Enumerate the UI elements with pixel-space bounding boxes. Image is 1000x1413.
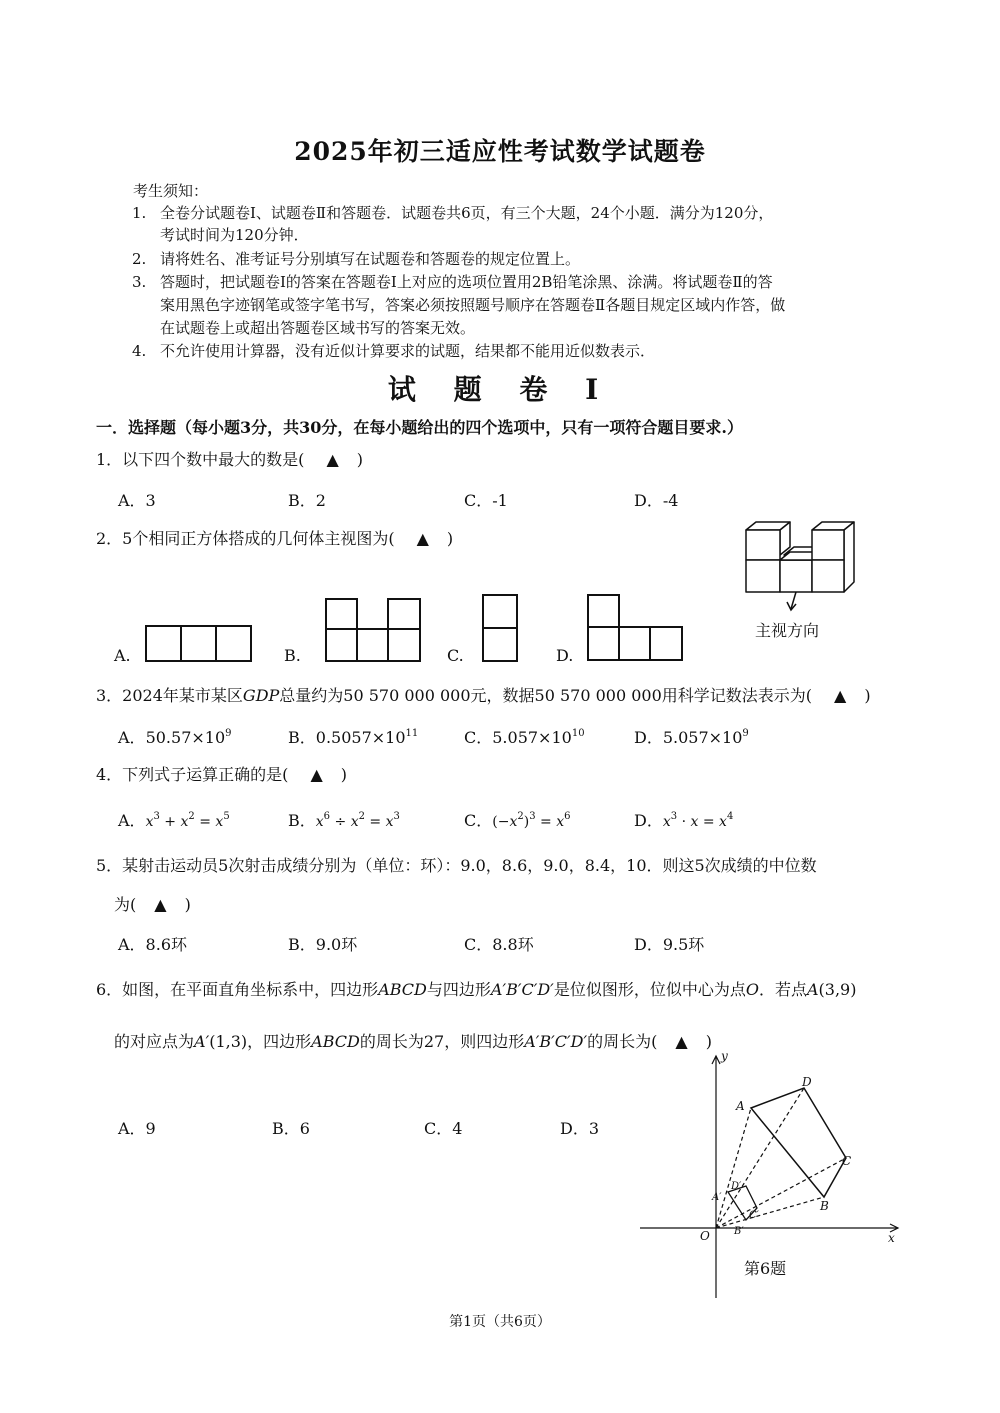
q6-point-a-coord: (3,9) xyxy=(818,980,857,999)
q3-option-c-exp: 10 xyxy=(571,728,585,739)
q6-line2-a: 的对应点为 xyxy=(114,1032,195,1051)
q6-line1-a: 6．如图，在平面直角坐标系中，四边形 xyxy=(96,980,379,999)
q2-figure-caption: 主视方向 xyxy=(755,621,820,640)
q2-option-c-figure xyxy=(481,593,521,664)
point-label-a: A xyxy=(736,1099,745,1113)
q1-option-a: A．3 xyxy=(118,491,156,510)
q5-option-d: D．9.5环 xyxy=(634,935,705,954)
q5-option-c: C．8.8环 xyxy=(464,935,534,954)
notice-item-3-line-2: 案用黑色字迹钢笔或签字笔书写，答案必须按照题号顺序在答题卷Ⅱ各题目规定区域内作答，做 xyxy=(160,296,786,314)
notice-item-1-line-2: 考试时间为120分钟． xyxy=(160,226,309,244)
q4-option-a: A．$x^3 + x^2 = x^5$ xyxy=(118,811,230,830)
point-label-c-prime: C′ xyxy=(749,1210,759,1221)
q2-option-b-figure xyxy=(324,597,424,664)
q3-gdp: GDP xyxy=(242,686,280,705)
q3-stem-a: 3．2024年某市某区 xyxy=(96,686,243,705)
q5-stem-line-2-text: 为( xyxy=(114,895,137,914)
q2-label-a: A. xyxy=(114,646,131,665)
point-label-d: D xyxy=(802,1075,812,1089)
q3-option-d-label: D． xyxy=(634,728,663,747)
section-title: 试 题 卷 Ⅰ xyxy=(387,373,613,406)
q3-option-a xyxy=(118,725,232,748)
point-label-b-prime: B′ xyxy=(734,1226,744,1237)
q4-option-b-label: B． xyxy=(288,811,316,830)
notice-item-4-num: 4. xyxy=(132,342,147,360)
q5-answer-marker: ▲ xyxy=(154,895,167,914)
q6-line1-d: ．若点 xyxy=(758,980,807,999)
q3-option-d-exp: 9 xyxy=(742,728,749,739)
section-heading: 一．选择题（每小题3分，共30分，在每小题给出的四个选项中，只有一项符合题目要求.） xyxy=(96,418,743,437)
q3-option-c-base: 5.057×10 xyxy=(492,728,572,747)
origin-label: O xyxy=(700,1229,710,1243)
q6-option-a: A．9 xyxy=(118,1119,156,1138)
q2-option-a-figure xyxy=(144,624,254,664)
point-label-b: B xyxy=(820,1199,829,1213)
q6-abcd-2: ABCD xyxy=(311,1032,360,1051)
q2-stem-text: 2．5个相同正方体搭成的几何体主视图为( xyxy=(96,529,395,548)
q6-line1-c: 是位似图形，位似中心为点 xyxy=(553,980,746,999)
notice-item-2-num: 2. xyxy=(132,250,147,268)
q4-option-c: C．$(-x^2)^3 = x^6$ xyxy=(464,811,571,830)
q1-option-d: D．-4 xyxy=(634,491,679,510)
q2-option-d-figure xyxy=(586,593,686,664)
q5-option-a: A．8.6环 xyxy=(118,935,188,954)
q4-option-d-label: D． xyxy=(634,811,663,830)
q4-option-a-label: A． xyxy=(118,811,146,830)
q5-stem-line-1: 5．某射击运动员5次射击成绩分别为（单位：环）：9.0，8.6，9.0，8.4，10．则这5次成绩的中位数 xyxy=(96,856,817,875)
q3-option-d-base: 5.057×10 xyxy=(662,728,743,747)
q3-option-c-label: C． xyxy=(464,728,493,747)
axis-label-y: y xyxy=(721,1050,728,1063)
page-title: 2025年初三适应性考试数学试题卷 xyxy=(294,137,706,166)
q4-option-b: B．$x^6 \div x^2 = x^3$ xyxy=(288,811,400,830)
q3-option-b xyxy=(288,725,418,748)
notice-item-3-num: 3. xyxy=(132,273,147,291)
notice-item-3-line-3: 在试题卷上或超出答题卷区域书写的答案无效。 xyxy=(160,319,476,337)
notice-item-2-line-1: 请将姓名、准考证号分别填写在试题卷和答题卷的规定位置上。 xyxy=(160,250,581,268)
notice-item-1-line-1: 全卷分试题卷Ⅰ、试题卷Ⅱ和答题卷．试题卷共6页，有三个大题，24个小题．满分为120分， xyxy=(160,204,774,222)
q6-point-a: A xyxy=(806,980,819,999)
q6-point-a-prime: A′ xyxy=(194,1032,210,1051)
q6-option-d: D．3 xyxy=(560,1119,600,1138)
page-footer: 第1页（共6页） xyxy=(449,1314,551,1330)
q1-answer-marker: ▲ xyxy=(326,450,339,469)
q4-option-d: D．$x^3 \cdot x = x^4$ xyxy=(634,811,734,830)
q6-option-b: B．6 xyxy=(272,1119,310,1138)
q2-label-c: C. xyxy=(447,646,464,665)
q6-line2-b: ，四边形 xyxy=(247,1032,312,1051)
q3-answer-marker: ▲ xyxy=(834,686,847,705)
q3-option-a-label: A． xyxy=(118,728,146,747)
q2-solid-figure xyxy=(740,515,862,615)
q2-answer-marker: ▲ xyxy=(416,529,429,548)
q2-stem: 2．5个相同正方体搭成的几何体主视图为( ▲ ) xyxy=(96,529,454,548)
q1-stem: 1．以下四个数中最大的数是( ▲ ) xyxy=(96,450,363,469)
q3-option-d xyxy=(634,725,749,748)
q6-stem-line-1 xyxy=(96,977,856,1000)
q3-option-a-exp: 9 xyxy=(225,728,232,739)
q6-option-c: C．4 xyxy=(424,1119,463,1138)
q3-option-b-label: B． xyxy=(288,728,316,747)
q6-abcd: ABCD xyxy=(378,980,427,999)
q6-line2-c: 的周长为27，则四边形 xyxy=(359,1032,525,1051)
q1-stem-text: 1．以下四个数中最大的数是( xyxy=(96,450,305,469)
point-label-a-prime: A′ xyxy=(712,1192,722,1203)
q6-line1-b: 与四边形 xyxy=(426,980,491,999)
q5-stem-line-2: 为( ▲ ) xyxy=(114,895,191,914)
q6-abcd-prime-2: A′B′C′D′ xyxy=(524,1032,588,1051)
q6-line2-d: 的周长为( xyxy=(587,1032,658,1051)
q6-point-a-prime-coord: (1,3) xyxy=(209,1032,248,1051)
q6-figure xyxy=(636,1050,906,1300)
q4-answer-marker: ▲ xyxy=(310,765,323,784)
q6-stem-line-2: 的对应点为A′(1,3)，四边形ABCD的周长为27，则四边形A′B′C′D′的周长为( ▲ ) xyxy=(114,1032,712,1051)
q3-option-a-base: 50.57×10 xyxy=(145,728,226,747)
q3-stem: 3．2024年某市某区GDP总量约为50 570 000 000元，数据50 570 000 000用科学记数法表示为( ▲ ) xyxy=(96,686,871,705)
notice-heading: 考生须知： xyxy=(133,182,209,200)
q1-option-c: C．-1 xyxy=(464,491,508,510)
q3-option-b-exp: 11 xyxy=(405,728,419,739)
notice-item-3-line-1: 答题时，把试题卷Ⅰ的答案在答题卷Ⅰ上对应的选项位置用2B铅笔涂黑、涂满。将试题卷Ⅱ的答 xyxy=(160,273,773,291)
q6-figure-caption: 第6题 xyxy=(744,1259,787,1278)
q2-label-d: D. xyxy=(556,646,574,665)
point-label-c: C xyxy=(842,1154,852,1168)
q5-option-b: B．9.0环 xyxy=(288,935,358,954)
q6-o: O xyxy=(745,980,759,999)
point-label-d-prime: D′ xyxy=(731,1181,742,1192)
q6-answer-marker: ▲ xyxy=(675,1032,688,1051)
axis-label-x: x xyxy=(888,1231,895,1245)
q3-option-b-base: 0.5057×10 xyxy=(315,728,406,747)
notice-item-1-num: 1. xyxy=(132,204,147,222)
q4-stem-text: 4．下列式子运算正确的是( xyxy=(96,765,289,784)
q6-abcd-prime: A′B′C′D′ xyxy=(490,980,554,999)
notice-item-4-line-1: 不允许使用计算器，没有近似计算要求的试题，结果都不能用近似数表示． xyxy=(160,342,656,360)
q3-option-c xyxy=(464,725,585,748)
q2-label-b: B. xyxy=(284,646,301,665)
q4-option-c-label: C． xyxy=(464,811,493,830)
q3-stem-b: 总量约为50 570 000 000元，数据50 570 000 000用科学记数法表示为( xyxy=(279,686,812,705)
q1-option-b: B．2 xyxy=(288,491,326,510)
q4-stem: 4．下列式子运算正确的是( ▲ ) xyxy=(96,765,347,784)
